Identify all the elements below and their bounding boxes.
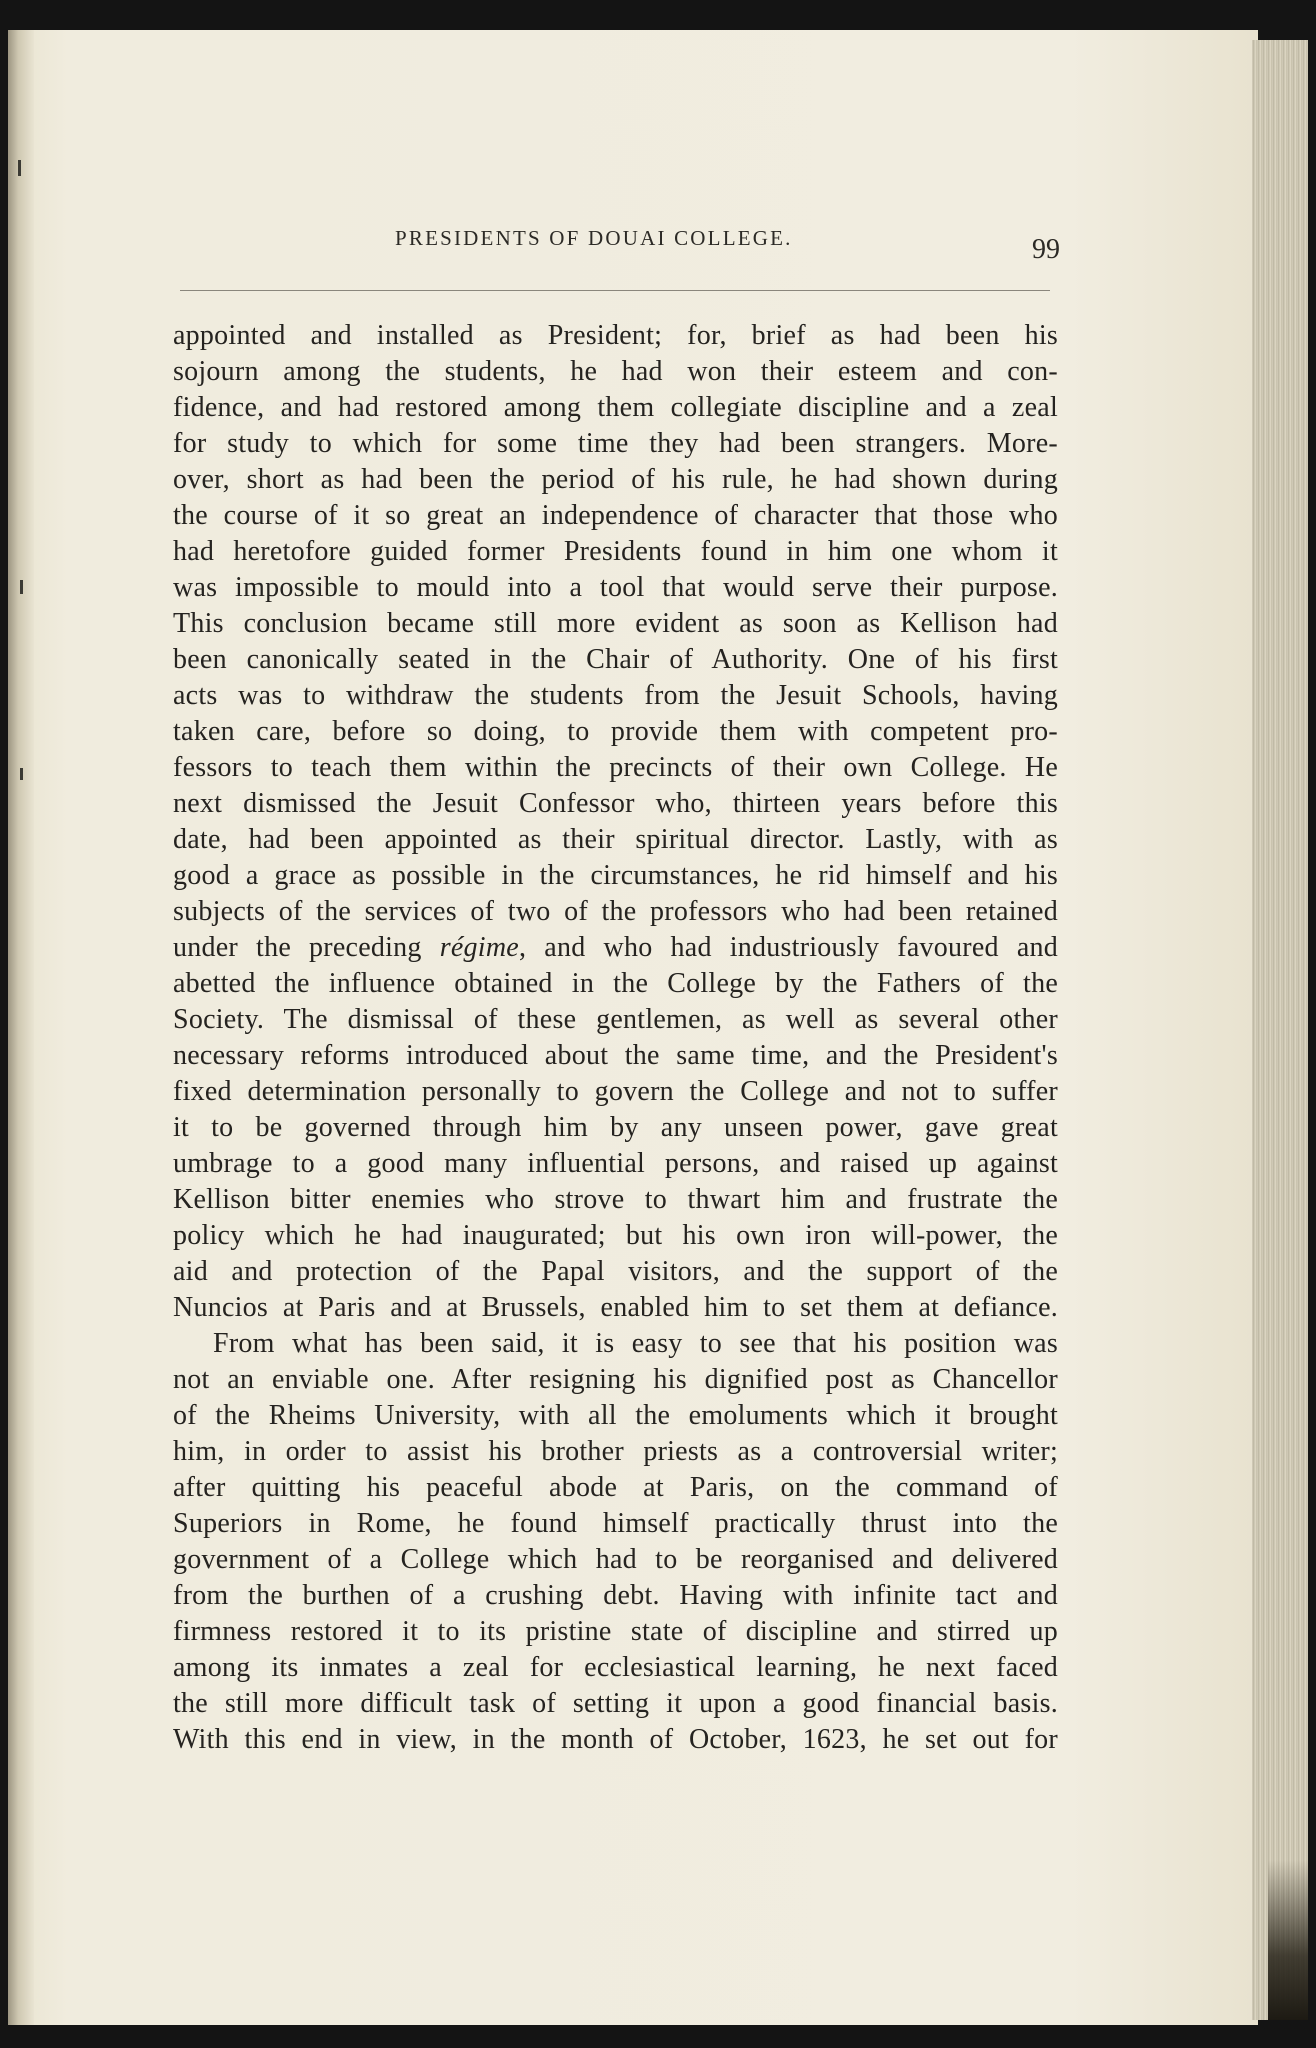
text-line: not an enviable one. After resigning his dignified post as Chancellor [173,1364,1058,1395]
text-line: him, in order to assist his brother priests as a controversial writer; [173,1436,1058,1467]
text-line: government of a College which had to be reorganised and delivered [173,1544,1058,1575]
text-line: been canonically seated in the Chair of Authority. One of his first [173,644,1058,675]
text-line: policy which he had inaugurated; but his own iron will-power, the [173,1220,1058,1251]
text-line: fixed determination personally to govern the College and not to suffer [173,1076,1058,1107]
header-rule [180,290,1050,291]
text-line: Superiors in Rome, he found himself practically thrust into the [173,1508,1058,1539]
text-line: it to be governed through him by any unseen power, gave great [173,1112,1058,1143]
text-line: for study to which for some time they had been strangers. More- [173,428,1058,459]
text-line: Nuncios at Paris and at Brussels, enabled him to set them at defiance. [173,1292,1058,1323]
text-line: the still more difficult task of setting it upon a good financial basis. [173,1688,1058,1719]
text-line: aid and protection of the Papal visitors, and the support of the [173,1256,1058,1287]
text-line: With this end in view, in the month of October, 1623, he set out for [173,1724,1058,1755]
text-line: This conclusion became still more evident as soon as Kellison had [173,608,1058,639]
text-line: good a grace as possible in the circumstances, he rid himself and his [173,860,1058,891]
body-text [173,318,1058,1758]
text-line: necessary reforms introduced about the same time, and the President's [173,1040,1058,1071]
regime-after: , and who had industriously favoured and [519,932,1058,963]
text-line: after quitting his peaceful abode at Paris, on the command of [173,1472,1058,1503]
text-line: fessors to teach them within the precincts of their own College. He [173,752,1058,783]
page-edges-shadow [1268,1860,1308,2020]
paragraph-2-first-line: From what has been said, it is easy to see that his position was [213,1328,1058,1359]
text-line: appointed and installed as President; for, brief as had been his [173,320,1058,351]
text-line: over, short as had been the period of his rule, he had shown during [173,464,1058,495]
text-line: among its inmates a zeal for ecclesiastical learning, he next faced [173,1652,1058,1683]
text-line: acts was to withdraw the students from the Jesuit Schools, having [173,680,1058,711]
margin-mark [20,580,23,594]
text-line: had heretofore guided former Presidents found in him one whom it [173,536,1058,567]
text-line: was impossible to mould into a tool that would serve their purpose. [173,572,1058,603]
text-line: abetted the influence obtained in the College by the Fathers of the [173,968,1058,999]
text-line: subjects of the services of two of the professors who had been retained [173,896,1058,927]
text-line: taken care, before so doing, to provide them with competent pro- [173,716,1058,747]
text-line: fidence, and had restored among them collegiate discipline and a zeal [173,392,1058,423]
margin-mark [20,768,23,780]
text-line: from the burthen of a crushing debt. Having with infinite tact and [173,1580,1058,1611]
margin-mark [18,160,21,176]
page-header [180,226,1060,286]
regime-word: régime [439,932,519,963]
page-number: 99 [1032,234,1060,265]
text-line: of the Rheims University, with all the emoluments which it brought [173,1400,1058,1431]
text-line: Kellison bitter enemies who strove to thwart him and frustrate the [173,1184,1058,1215]
running-title: PRESIDENTS OF DOUAI COLLEGE. [395,226,793,250]
page-edges [1252,40,1308,2020]
text-line: date, had been appointed as their spiritual director. Lastly, with as [173,824,1058,855]
text-line: firmness restored it to its pristine state of discipline and stirred up [173,1616,1058,1647]
text-line: Society. The dismissal of these gentlemen, as well as several other [173,1004,1058,1035]
text-line: next dismissed the Jesuit Confessor who, thirteen years before this [173,788,1058,819]
regime-before: under the preceding [173,932,422,963]
text-line-regime [173,930,1058,966]
binding-gutter [8,30,34,2025]
text-line: umbrage to a good many influential persons, and raised up against [173,1148,1058,1179]
text-line: sojourn among the students, he had won their esteem and con- [173,356,1058,387]
text-line: the course of it so great an independence of character that those who [173,500,1058,531]
